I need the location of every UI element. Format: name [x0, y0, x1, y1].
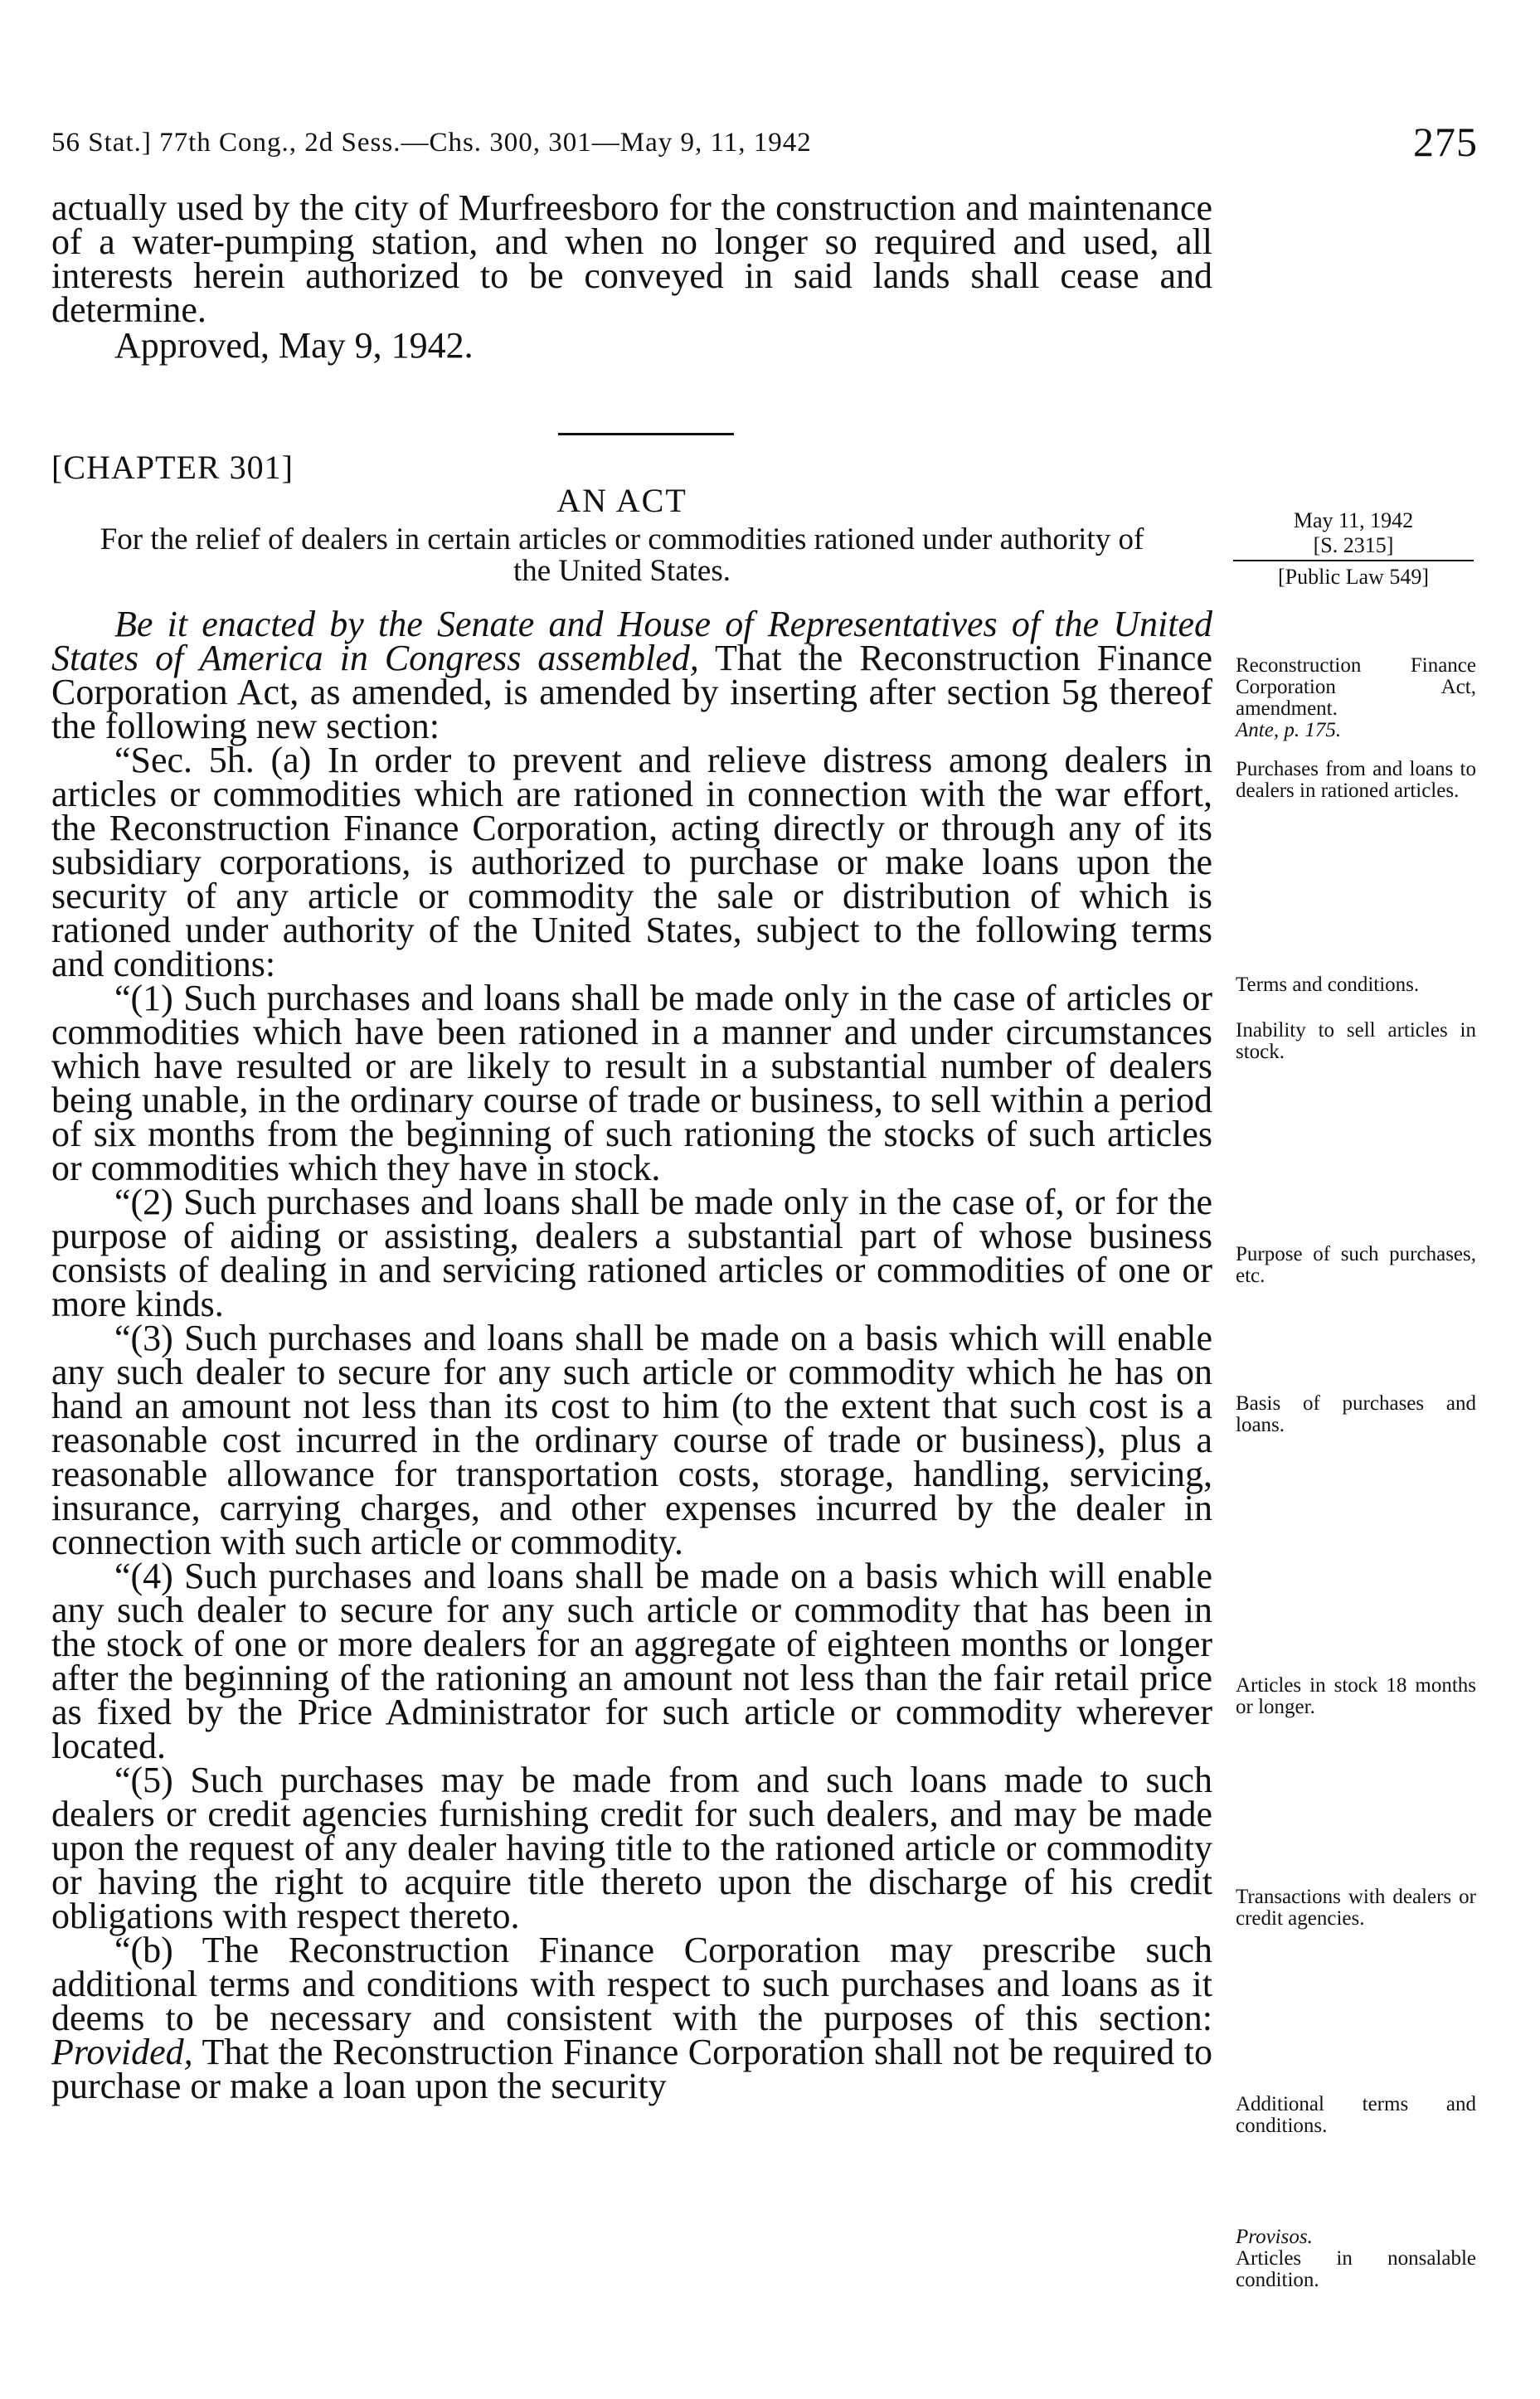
- margin-note-eighteen-months: Articles in stock 18 months or longer.: [1236, 1674, 1476, 1718]
- margin-note-provisos-label: Provisos.: [1236, 2226, 1313, 2248]
- running-head-citation: 56 Stat.] 77th Cong., 2d Sess.—Chs. 300, 301—May 9, 11, 1942: [51, 128, 812, 158]
- subsection-b-start: “(b) The Reconstruction Finance Corporation may prescribe such additional terms and conditions with respect to such purchases and loans as it deems to be necessary and consistent with the purposes of this section:: [51, 1930, 1212, 2038]
- act-body: [51, 604, 1212, 2106]
- margin-note-terms: Terms and conditions.: [1236, 974, 1420, 996]
- prior-chapter-text: actually used by the city of Murfreesboro for the construction and maintenance of a water-pumping station, and when no longer so required and used, all interests herein authorized to be conveyed in said lands shall cease and determine.: [51, 187, 1212, 330]
- act-info-box: [1233, 508, 1474, 590]
- prior-chapter-ending: [51, 187, 1212, 366]
- act-title: AN ACT: [556, 482, 687, 519]
- section-5h-a: “Sec. 5h. (a) In order to prevent and relieve distress among dealers in articles or commodities which are rationed in connection with the war effort, the Reconstruction Finance Corporation, acting directly or through any of its subsidiary corporations, is authorized to purchase or make loans upon the security of any article or commodity the sale or distribution of which is rationed under authority of the United States, subject to the following terms and conditions:: [51, 740, 1212, 984]
- provided-word: Provided,: [51, 2032, 193, 2072]
- margin-note-transactions: Transactions with dealers or credit agencies.: [1236, 1886, 1476, 1930]
- margin-note-provisos: [1236, 2227, 1476, 2291]
- section-divider-rule: [558, 433, 734, 435]
- clause-2: “(2) Such purchases and loans shall be made only in the case of, or for the purpose of aiding or assisting, dealers a substantial part of whose business consists of dealing in and servicing rationed articles or commodities of one or more kinds.: [51, 1182, 1212, 1324]
- act-date: May 11, 1942: [1293, 508, 1414, 532]
- chapter-heading: [CHAPTER 301]: [51, 449, 294, 486]
- margin-note-inability: Inability to sell articles in stock.: [1236, 1019, 1476, 1063]
- act-info-rule: [1233, 560, 1474, 561]
- running-head: [51, 119, 1478, 165]
- public-law-number: [Public Law 549]: [1278, 565, 1429, 589]
- margin-note-nonsalable: Articles in nonsalable condition.: [1236, 2247, 1476, 2291]
- margin-note-text: Reconstruction Finance Corporation Act, amendment.: [1236, 654, 1476, 720]
- margin-note-basis: Basis of purchases and loans.: [1236, 1392, 1476, 1436]
- approved-date: Approved, May 9, 1942.: [114, 325, 474, 366]
- bill-number: [S. 2315]: [1313, 533, 1394, 557]
- enacting-paragraph: [51, 604, 1212, 746]
- clause-5: “(5) Such purchases may be made from and such loans made to such dealers or credit agencies furnishing credit for such dealers, and may be made upon the request of any dealer having title to the rationed article or commodity or having the right to acquire title thereto upon the discharge of his credit obligations with respect thereto.: [51, 1760, 1212, 1936]
- subsection-b: [51, 1930, 1212, 2106]
- margin-note-additional: Additional terms and conditions.: [1236, 2093, 1476, 2137]
- page-number: 275: [1413, 119, 1478, 165]
- margin-note-ante: Ante, p. 175.: [1236, 719, 1342, 741]
- clause-3: “(3) Such purchases and loans shall be made on a basis which will enable any such dealer to secure for any such article or commodity which he has on hand an amount not less than its cost to him (to the extent that such cost is a reasonable cost incurred in the ordinary course of trade or business), plus a reasonable allowance for transportation costs, storage, handling, servicing, insurance, carrying charges, and other expenses incurred by the dealer in connection with such article or commodity.: [51, 1318, 1212, 1562]
- clause-4: “(4) Such purchases and loans shall be made on a basis which will enable any such dealer to secure for any such article or commodity that has been in the stock of one or more dealers for an aggregate of eighteen months or longer after the beginning of the rationing an amount not less than the fair retail price as fixed by the Price Administrator for such article or commodity wherever located.: [51, 1556, 1212, 1766]
- margin-note-purchases: Purchases from and loans to dealers in rationed articles.: [1236, 758, 1476, 802]
- margin-note-rfc-act: [1236, 655, 1476, 741]
- enacting-rest: That the Reconstruction Finance Corporation Act, as amended, is amended by inserting after section 5g thereof the following new section:: [51, 638, 1212, 746]
- subsection-b-end: That the Reconstruction Finance Corporation shall not be required to purchase or make a loan upon the security: [51, 2032, 1212, 2106]
- clause-1: “(1) Such purchases and loans shall be made only in the case of articles or commodities which have been rationed in a manner and under circumstances which have resulted or are likely to result in a substantial number of dealers being unable, in the ordinary course of trade or business, to sell within a period of six months from the beginning of such rationing the stocks of such articles or commodities which they have in stock.: [51, 978, 1212, 1188]
- act-purpose: For the relief of dealers in certain articles or commodities rationed under authority of the United States.: [100, 522, 1144, 588]
- enacting-clause: Be it enacted by the Senate and House of Representatives of the United States of America in Congress assembled,: [51, 604, 1212, 678]
- margin-note-purpose: Purpose of such purchases, etc.: [1236, 1243, 1476, 1287]
